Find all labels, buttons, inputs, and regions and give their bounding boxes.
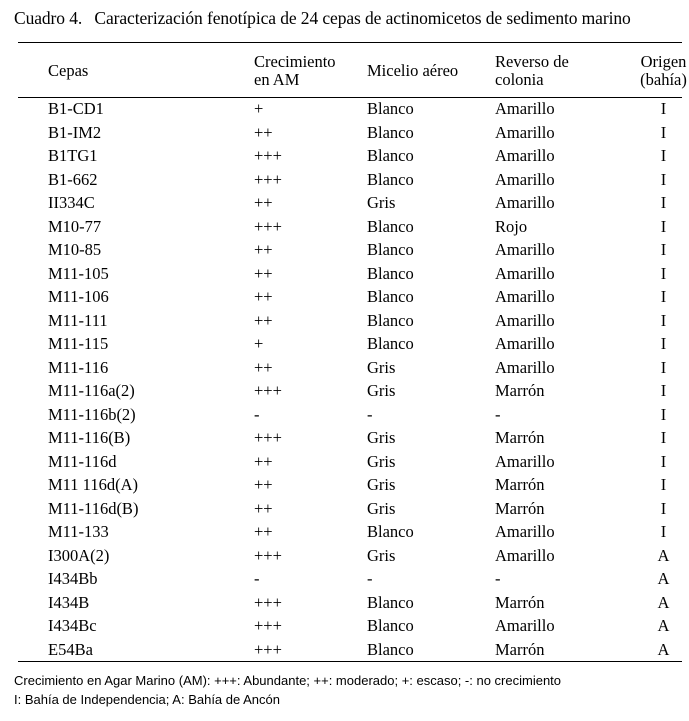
top-rule — [18, 42, 682, 43]
cell-micelio: Gris — [367, 428, 396, 447]
table-row — [18, 497, 689, 521]
cell-cepa: I434Bc — [48, 616, 97, 635]
cell-crecimiento: +++ — [254, 592, 282, 612]
cell-micelio: Gris — [367, 545, 396, 565]
cell-reverso: Marrón — [495, 428, 545, 447]
cell-crecimiento: ++ — [254, 475, 273, 494]
note-origin-legend: I: Bahía de Independencia; A: Bahía de Ancón — [14, 692, 280, 707]
table-row — [18, 544, 689, 568]
cell-origen: A — [657, 569, 670, 588]
cell-crecimiento: - — [254, 404, 260, 424]
cell-cepa: M10-85 — [48, 240, 102, 259]
table-row — [18, 614, 689, 638]
cell-origen: I — [660, 334, 667, 353]
cell-reverso: Amarillo — [495, 357, 555, 377]
data-table — [18, 44, 689, 661]
cell-reverso: Amarillo — [495, 193, 555, 212]
cell-cepa: M11-116a(2) — [48, 381, 135, 400]
cell-reverso: Amarillo — [495, 334, 555, 353]
cell-micelio: - — [367, 404, 373, 424]
cell-micelio: Blanco — [367, 334, 414, 353]
cell-origen: I — [660, 475, 667, 494]
cell-crecimiento: ++ — [254, 498, 273, 518]
cell-cepa: E54Ba — [48, 639, 93, 659]
cell-origen: I — [660, 122, 667, 142]
cell-micelio: Blanco — [367, 99, 414, 118]
cell-reverso: Marrón — [495, 498, 545, 518]
table-row — [18, 215, 689, 239]
cell-origen: A — [657, 616, 670, 635]
table-row — [18, 520, 689, 544]
cell-crecimiento: +++ — [254, 639, 282, 659]
note-growth-legend: Crecimiento en Agar Marino (AM): +++: Abundante; ++: moderado; +: escaso; -: no crecimiento — [14, 673, 562, 688]
cell-origen: I — [660, 287, 667, 306]
header-cepas: Cepas — [48, 60, 89, 80]
cell-cepa: M11-116(B) — [48, 428, 131, 447]
cell-cepa: B1-662 — [48, 169, 98, 189]
cell-cepa: II334C — [48, 193, 95, 212]
cell-crecimiento: + — [254, 99, 264, 118]
cell-micelio: Blanco — [367, 522, 414, 541]
table-row — [18, 638, 689, 662]
cell-reverso: Amarillo — [495, 169, 555, 189]
cell-micelio: Blanco — [367, 146, 414, 165]
cell-origen: I — [660, 357, 667, 377]
cell-reverso: Amarillo — [495, 616, 555, 635]
cell-crecimiento: - — [254, 569, 260, 588]
cell-crecimiento: ++ — [254, 122, 273, 142]
cell-origen: I — [660, 216, 667, 236]
cell-crecimiento: ++ — [254, 357, 273, 377]
cell-reverso: Marrón — [495, 381, 545, 400]
table-body — [18, 97, 689, 661]
cell-crecimiento: +++ — [254, 146, 282, 165]
cell-origen: I — [660, 146, 667, 165]
cell-reverso: Amarillo — [495, 287, 555, 306]
cell-micelio: Blanco — [367, 122, 414, 142]
table-row — [18, 567, 689, 591]
cell-crecimiento: ++ — [254, 287, 273, 306]
table-row — [18, 144, 689, 168]
table-row — [18, 168, 689, 192]
cell-reverso: Amarillo — [495, 451, 555, 471]
cell-reverso: Amarillo — [495, 99, 555, 118]
cell-micelio: Blanco — [367, 616, 414, 635]
table-notes — [14, 671, 561, 709]
cell-reverso: Amarillo — [495, 240, 555, 259]
header-micelio: Micelio aéreo — [367, 60, 459, 80]
cell-micelio: Gris — [367, 475, 396, 494]
cell-crecimiento: + — [254, 334, 264, 353]
cell-reverso: Amarillo — [495, 310, 555, 330]
table-header-row — [18, 44, 689, 97]
table-row — [18, 473, 689, 497]
cell-micelio: Blanco — [367, 169, 414, 189]
cell-micelio: Gris — [367, 451, 396, 471]
cell-reverso: Amarillo — [495, 545, 555, 565]
table-row — [18, 403, 689, 427]
table-row — [18, 591, 689, 615]
cell-micelio: Blanco — [367, 592, 414, 612]
cell-origen: I — [660, 310, 667, 330]
header-origen: Origen (bahía) — [640, 51, 687, 89]
cell-cepa: B1-CD1 — [48, 99, 104, 118]
cell-origen: I — [660, 99, 667, 118]
cell-crecimiento: +++ — [254, 545, 282, 565]
cell-cepa: B1TG1 — [48, 146, 98, 165]
cell-reverso: Marrón — [495, 639, 545, 659]
cell-origen: I — [660, 169, 667, 189]
cell-origen: I — [660, 404, 667, 424]
cell-origen: I — [660, 193, 667, 212]
table-row — [18, 191, 689, 215]
cell-cepa: M11-116d(B) — [48, 498, 139, 518]
cell-origen: A — [657, 545, 670, 565]
cell-micelio: Blanco — [367, 263, 414, 283]
table-row — [18, 285, 689, 309]
cell-cepa: M11-133 — [48, 522, 109, 541]
cell-crecimiento: ++ — [254, 240, 273, 259]
cell-reverso: Amarillo — [495, 522, 555, 541]
table-row — [18, 426, 689, 450]
table-row — [18, 121, 689, 145]
cell-cepa: M11-116 — [48, 357, 109, 377]
table-row — [18, 262, 689, 286]
cell-crecimiento: +++ — [254, 616, 282, 635]
cell-micelio: - — [367, 569, 373, 588]
cell-cepa: I300A(2) — [48, 545, 110, 565]
cell-cepa: M11-111 — [48, 310, 108, 330]
cell-crecimiento: +++ — [254, 216, 282, 236]
cell-cepa: I434Bb — [48, 569, 98, 588]
table-row — [18, 332, 689, 356]
cell-reverso: - — [495, 569, 501, 588]
caption-label: Cuadro 4. — [14, 8, 83, 28]
cell-cepa: M10-77 — [48, 216, 102, 236]
cell-origen: A — [657, 592, 670, 612]
bottom-rule — [18, 661, 682, 662]
cell-reverso: Amarillo — [495, 122, 555, 142]
cell-micelio: Gris — [367, 498, 396, 518]
cell-micelio: Blanco — [367, 639, 414, 659]
cell-micelio: Blanco — [367, 240, 414, 259]
cell-crecimiento: +++ — [254, 169, 282, 189]
cell-crecimiento: +++ — [254, 428, 282, 447]
table-row — [18, 379, 689, 403]
cell-reverso: Marrón — [495, 592, 545, 612]
cell-crecimiento: ++ — [254, 310, 273, 330]
cell-cepa: B1-IM2 — [48, 122, 102, 142]
cell-micelio: Blanco — [367, 287, 414, 306]
cell-origen: I — [660, 240, 667, 259]
cell-reverso: Amarillo — [495, 146, 555, 165]
cell-crecimiento: +++ — [254, 381, 282, 400]
cell-cepa: M11-116b(2) — [48, 404, 136, 424]
cell-cepa: M11-115 — [48, 334, 109, 353]
cell-micelio: Gris — [367, 193, 396, 212]
cell-origen: I — [660, 498, 667, 518]
cell-crecimiento: ++ — [254, 193, 273, 212]
cell-cepa: M11-116d — [48, 451, 117, 471]
cell-cepa: I434B — [48, 592, 90, 612]
cell-cepa: M11-106 — [48, 287, 109, 306]
cell-origen: A — [657, 639, 670, 659]
cell-micelio: Blanco — [367, 216, 414, 236]
table-caption — [14, 8, 631, 29]
cell-micelio: Gris — [367, 381, 396, 400]
cell-origen: I — [660, 522, 667, 541]
cell-origen: I — [660, 263, 667, 283]
cell-origen: I — [660, 451, 667, 471]
cell-origen: I — [660, 381, 667, 400]
cell-cepa: M11 116d(A) — [48, 475, 138, 494]
table-row — [18, 97, 689, 121]
table-row — [18, 309, 689, 333]
cell-reverso: Rojo — [495, 216, 528, 236]
cell-reverso: - — [495, 404, 501, 424]
cell-micelio: Gris — [367, 357, 396, 377]
header-crecimiento: Crecimiento en AM — [254, 51, 336, 89]
cell-origen: I — [660, 428, 667, 447]
cell-cepa: M11-105 — [48, 263, 109, 283]
table-row — [18, 356, 689, 380]
cell-reverso: Amarillo — [495, 263, 555, 283]
header-reverso: Reverso de colonia — [495, 51, 569, 89]
cell-crecimiento: ++ — [254, 263, 273, 283]
table-row — [18, 238, 689, 262]
cell-reverso: Marrón — [495, 475, 545, 494]
cell-crecimiento: ++ — [254, 451, 273, 471]
cell-micelio: Blanco — [367, 310, 414, 330]
table-row — [18, 450, 689, 474]
cell-crecimiento: ++ — [254, 522, 273, 541]
caption-title: Caracterización fenotípica de 24 cepas de actinomicetos de sedimento marino — [94, 8, 631, 28]
